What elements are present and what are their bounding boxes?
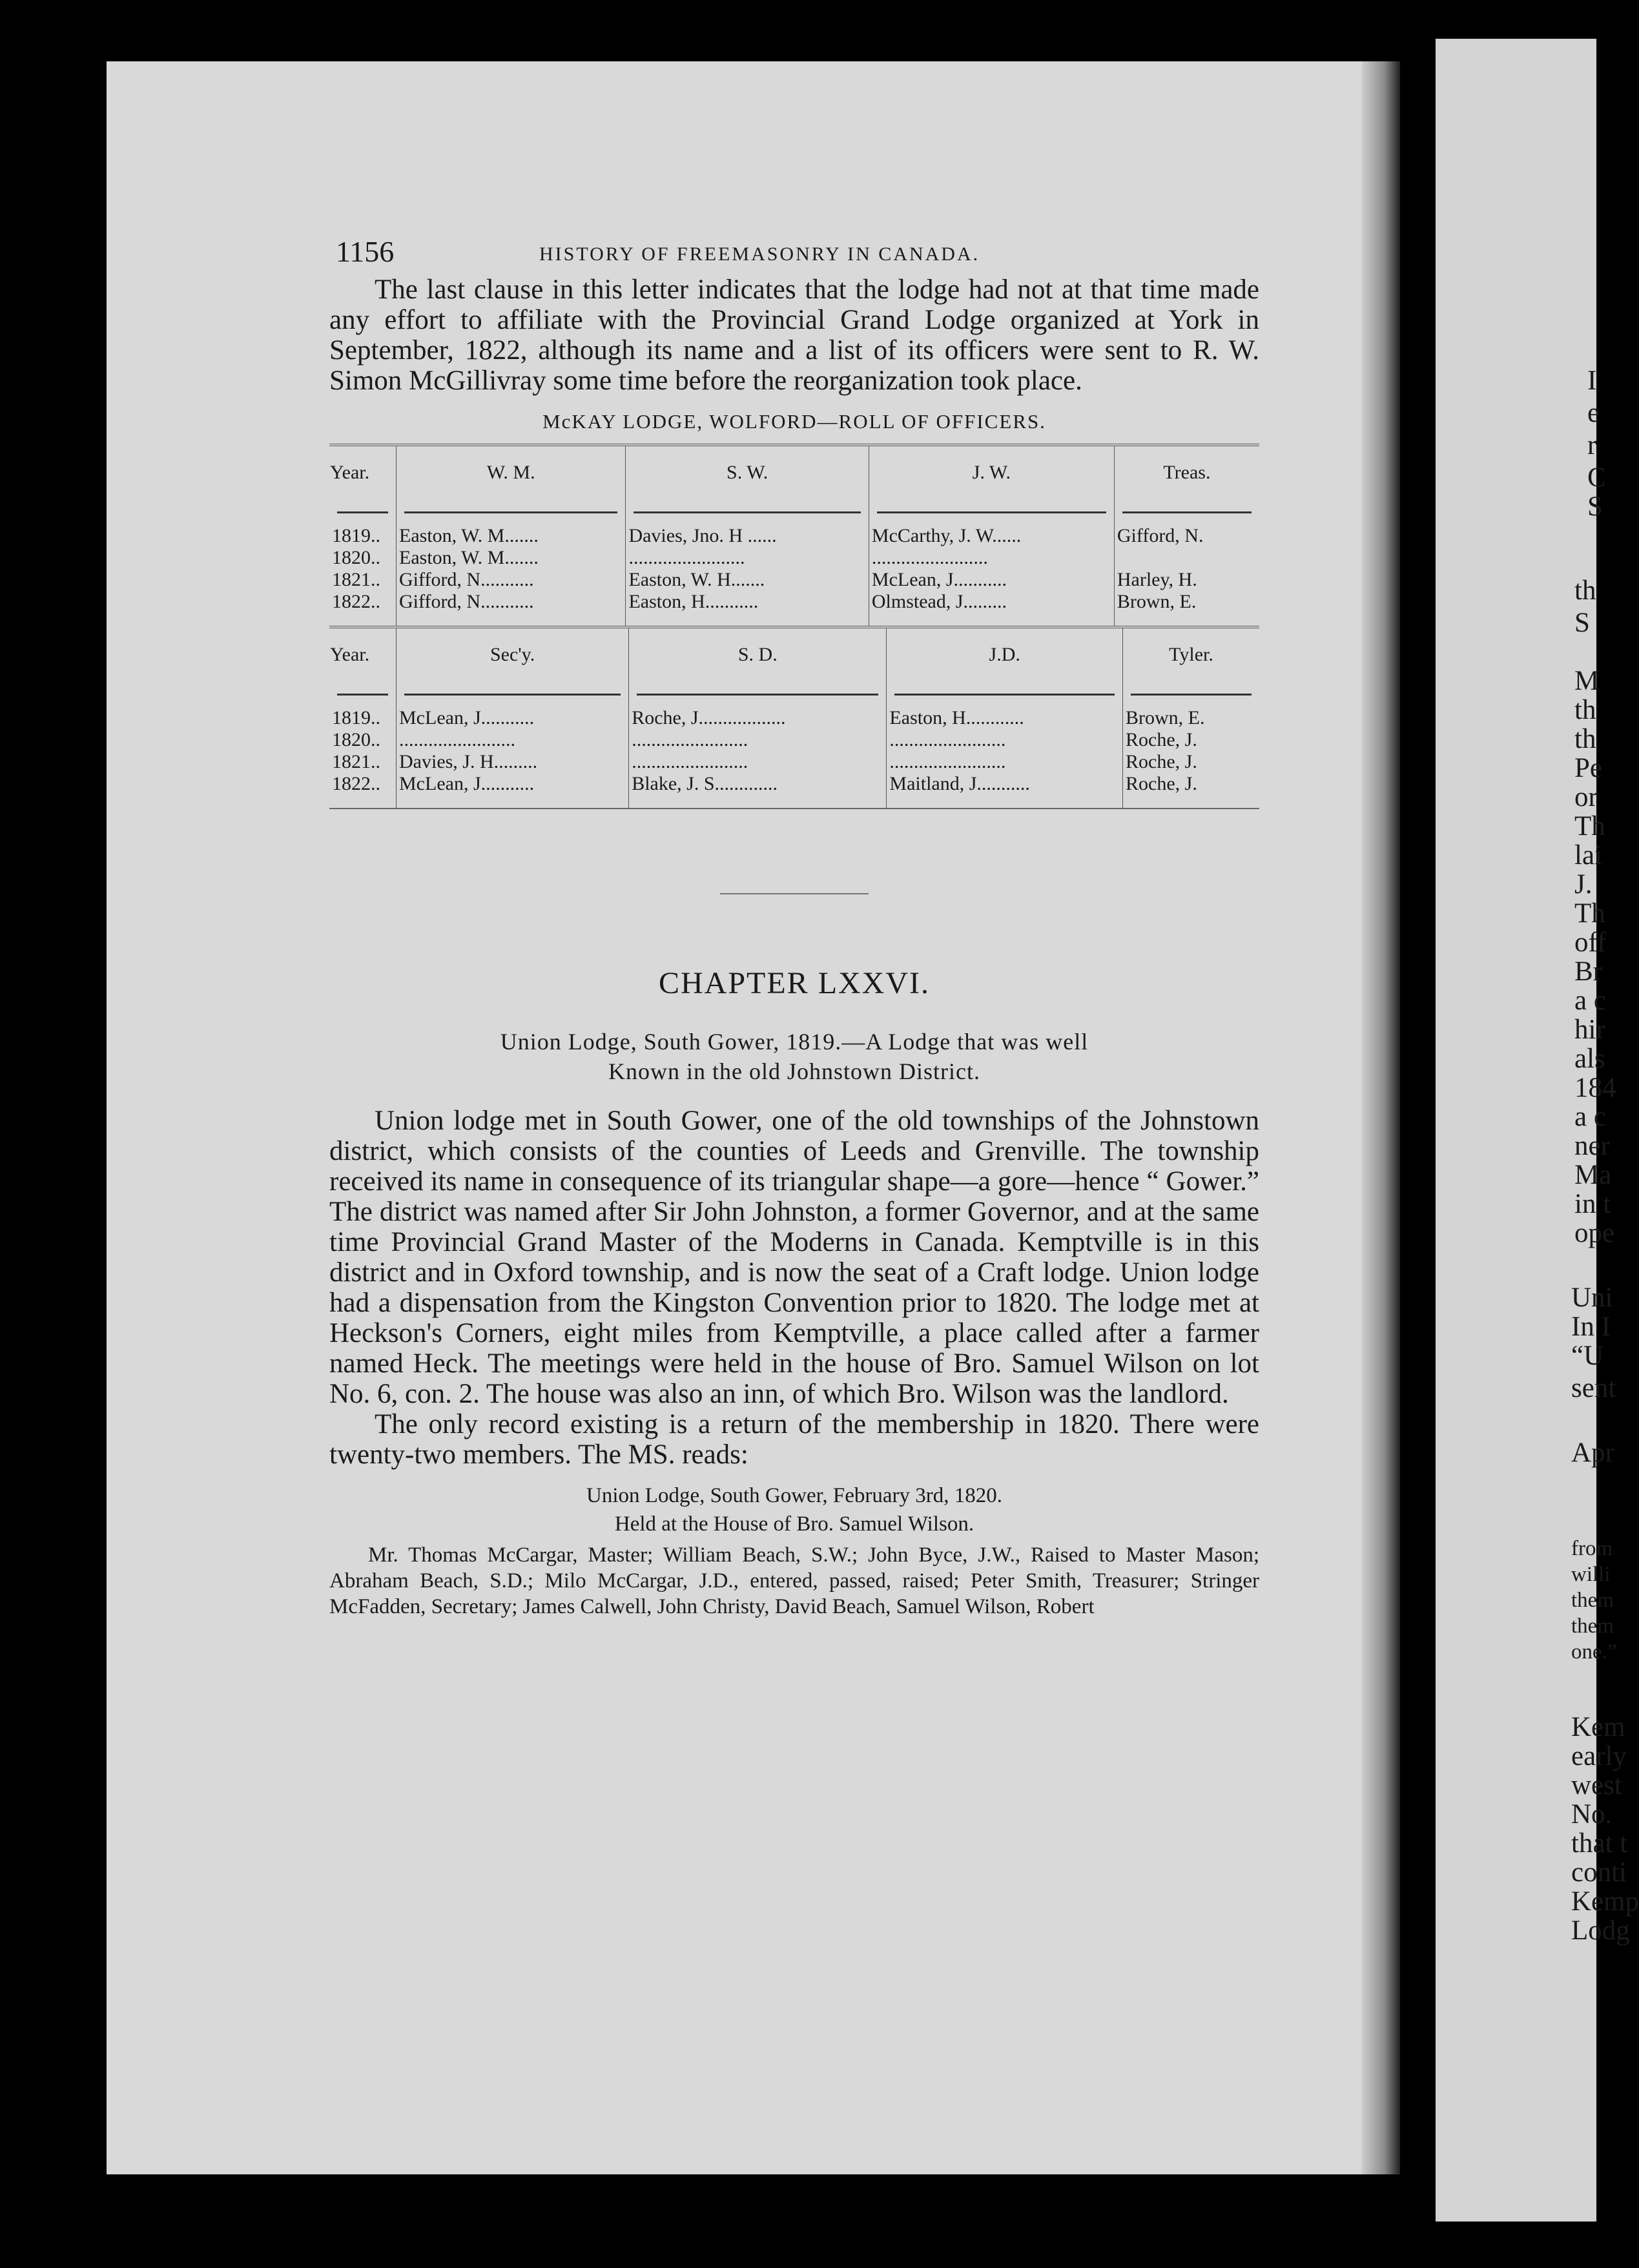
officers-table-section-1 [329, 446, 1259, 626]
next-page-line: r [1587, 430, 1597, 460]
next-page-line: ner [1574, 1131, 1610, 1161]
next-page-line: th [1574, 724, 1596, 754]
padding-cell [887, 795, 1123, 808]
next-page-line: hir [1574, 1015, 1605, 1045]
padding-cell [626, 613, 869, 626]
column-header: Sec'y. [397, 628, 629, 681]
year-cell: 1822.. [332, 773, 380, 794]
next-page-line: Th [1574, 898, 1605, 929]
officer-cell: Davies, J. H......... [397, 751, 629, 773]
chapter-subtitle [329, 1027, 1259, 1086]
officer-cell: McLean, J........... [397, 707, 629, 729]
next-page-line: a c [1574, 985, 1606, 1016]
officer-cell: ........................ [397, 729, 629, 751]
next-page-line: S [1574, 608, 1590, 638]
next-page-line: conti [1571, 1857, 1627, 1888]
next-page-line: them [1571, 1614, 1614, 1638]
next-page-line: th [1574, 695, 1596, 725]
officer-cell: Harley, H. [1114, 569, 1259, 591]
column-header: Treas. [1114, 446, 1259, 499]
officer-cell: ........................ [626, 547, 869, 569]
officer-cell: Roche, J. [1123, 751, 1259, 773]
next-page-line: ope [1574, 1218, 1615, 1248]
next-page-line: Uni [1571, 1283, 1613, 1313]
next-page-line: S [1587, 491, 1603, 522]
officer-cell: Maitland, J........... [887, 773, 1123, 795]
next-page-line: willi [1571, 1563, 1611, 1586]
table-row [329, 569, 1259, 591]
record-heading-line-2: Held at the House of Bro. Samuel Wilson. [614, 1512, 974, 1536]
officer-cell: Blake, J. S............. [629, 773, 887, 795]
header-underline-row [329, 499, 1259, 525]
header-underline [397, 499, 626, 525]
next-page-line: Lodg [1571, 1915, 1630, 1946]
table-padding-row [329, 795, 1259, 808]
header-underline [626, 499, 869, 525]
header-underline [397, 681, 629, 707]
page-gutter-shadow [1361, 61, 1400, 2174]
year-cell: 1821.. [332, 751, 380, 772]
next-page-line: C [1587, 462, 1606, 493]
officer-cell: Davies, Jno. H ...... [626, 525, 869, 547]
chapter-paragraph-1: Union lodge met in South Gower, one of the old townships of the Johnstown district, which consists of the counties of Leeds and Grenville. The township received its name in consequence of its triangular shape—a gore—hence “ Gower.” The district was named after Sir John Johnston, a former Governor, and at the same time Provincial Grand Master of the Moderns in Canada. Kemptville is in this district and in Oxford township, and is now the seat of a Craft lodge. Union lodge had a dispensation from the Kingston Convention prior to 1820. The lodge met at Heckson's Corners, eight miles from Kemptville, a place called after a farmer named Heck. The meetings were held in the house of Bro. Samuel Wilson on lot No. 6, con. 2. The house was also an inn, of which Bro. Wilson was the landlord. [329, 1106, 1259, 1409]
next-page-line: th [1574, 575, 1596, 606]
header-underline [329, 681, 397, 707]
year-cell: 1819.. [332, 707, 380, 728]
next-page-line: lai [1574, 840, 1602, 871]
year-cell: 1822.. [332, 591, 380, 612]
column-header: S. W. [626, 446, 869, 499]
header-underline [329, 499, 397, 525]
record-heading-line-1: Union Lodge, South Gower, February 3rd, 1820. [586, 1484, 1002, 1507]
next-page-line: from [1571, 1537, 1613, 1560]
intro-paragraph: The last clause in this letter indicates that the lodge had not at that time made any effort to affiliate with the Provincial Grand Lodge organized at York in September, 1822, although its name and a list of its officers were sent to R. W. Simon McGillivray some time before the reorganization took place. [329, 274, 1259, 396]
next-page-line: Th [1574, 811, 1605, 841]
year-cell: 1820.. [332, 547, 380, 568]
officer-cell: Brown, E. [1123, 707, 1259, 729]
next-page-line: I [1587, 366, 1597, 396]
padding-cell [869, 613, 1114, 626]
scan-gap [1400, 39, 1436, 2189]
table-row [329, 707, 1259, 729]
padding-cell [329, 613, 397, 626]
header-underline [1114, 499, 1259, 525]
padding-cell [1123, 795, 1259, 808]
officer-cell: ........................ [629, 729, 887, 751]
next-page-line: Pe [1574, 753, 1602, 783]
header-underline [629, 681, 887, 707]
column-header: J. W. [869, 446, 1114, 499]
table-title: McKAY LODGE, WOLFORD—ROLL OF OFFICERS. [542, 410, 1046, 433]
next-page-line: “U [1571, 1341, 1604, 1371]
next-page-line: 184 [1574, 1073, 1616, 1103]
next-page-line: off [1574, 927, 1607, 958]
officer-cell: Easton, W. M....... [397, 525, 626, 547]
next-page-line: early [1571, 1741, 1627, 1771]
column-header: Tyler. [1123, 628, 1259, 681]
column-header: Year. [330, 462, 370, 483]
next-page-line: M [1574, 666, 1600, 696]
officer-cell [1114, 547, 1259, 569]
officer-cell: Easton, W. M....... [397, 547, 626, 569]
next-page-line: Br [1574, 956, 1602, 987]
officer-cell: Roche, J. [1123, 773, 1259, 795]
column-header: W. M. [397, 446, 626, 499]
officer-cell: Easton, H............ [887, 707, 1123, 729]
next-page-line: in t [1574, 1189, 1611, 1219]
officer-cell: Gifford, N. [1114, 525, 1259, 547]
header-underline-row [329, 681, 1259, 707]
table-row [329, 591, 1259, 613]
next-page-line: them [1571, 1589, 1614, 1612]
padding-cell [629, 795, 887, 808]
next-page-line: that t [1571, 1828, 1628, 1859]
officer-cell: McCarthy, J. W...... [869, 525, 1114, 547]
officer-cell: Roche, J.................. [629, 707, 887, 729]
table-row [329, 751, 1259, 773]
running-title: HISTORY OF FREEMASONRY IN CANADA. [539, 243, 980, 265]
page-content [329, 229, 1259, 1620]
officer-cell: Easton, W. H....... [626, 569, 869, 591]
chapter-paragraph-2: The only record existing is a return of the membership in 1820. There were twenty-two members. The MS. reads: [329, 1409, 1259, 1470]
column-header: Year. [330, 644, 370, 665]
header-underline [887, 681, 1123, 707]
column-header: S. D. [629, 628, 887, 681]
header-underline [1123, 681, 1259, 707]
table-padding-row [329, 613, 1259, 626]
officer-cell: Olmstead, J......... [869, 591, 1114, 613]
officer-cell: ........................ [887, 751, 1123, 773]
next-page-line: J. [1574, 869, 1593, 900]
officers-table [329, 446, 1259, 626]
chapter-heading: CHAPTER LXXVI. [659, 966, 930, 1000]
year-cell: 1819.. [332, 525, 380, 546]
year-cell: 1821.. [332, 569, 380, 590]
next-page-line: No. [1571, 1799, 1613, 1830]
column-header: J.D. [887, 628, 1123, 681]
padding-cell [397, 613, 626, 626]
officer-cell: Gifford, N........... [397, 591, 626, 613]
officer-cell: Roche, J. [1123, 729, 1259, 751]
next-page-fragment [1436, 39, 1639, 2222]
officer-cell: Brown, E. [1114, 591, 1259, 613]
next-page-line: Apr [1571, 1438, 1614, 1468]
padding-cell [397, 795, 629, 808]
officer-cell: ........................ [887, 729, 1123, 751]
table-row [329, 547, 1259, 569]
officer-cell: ........................ [629, 751, 887, 773]
next-page-line: Kem [1571, 1712, 1625, 1742]
next-page-line: Kemp [1571, 1886, 1639, 1917]
header-underline [869, 499, 1114, 525]
running-head [329, 229, 1259, 274]
next-page-line: west [1571, 1770, 1622, 1800]
year-cell: 1820.. [332, 729, 380, 750]
record-body: Mr. Thomas McCargar, Master; William Beach, S.W.; John Byce, J.W., Raised to Master Mason; Abraham Beach, S.D.; Milo McCargar, J.D., entered, passed, raised; Peter Smith, Treasurer; Stringer McFadden, Secretary; James Calwell, John Christy, David Beach, Samuel Wilson, Robert [329, 1543, 1259, 1618]
section-divider [720, 893, 869, 894]
padding-cell [329, 795, 397, 808]
next-page-line: sent [1571, 1373, 1616, 1403]
officer-cell: McLean, J........... [397, 773, 629, 795]
table-row [329, 525, 1259, 547]
table-row [329, 729, 1259, 751]
next-page-line: als [1574, 1044, 1605, 1074]
officers-table-section-2 [329, 628, 1259, 808]
table-row [329, 773, 1259, 795]
chapter-subtitle-line-1: Union Lodge, South Gower, 1819.—A Lodge that was well [500, 1029, 1089, 1055]
page-number: 1156 [336, 235, 395, 268]
next-page-line: e [1587, 398, 1600, 428]
table-header-row [329, 446, 1259, 499]
next-page-line: In I [1571, 1312, 1611, 1342]
officer-cell: Easton, H........... [626, 591, 869, 613]
next-page-line: a c [1574, 1102, 1606, 1132]
next-page-line: one.” [1571, 1640, 1617, 1664]
table-header-row [329, 628, 1259, 681]
chapter-subtitle-line-2: Known in the old Johnstown District. [608, 1058, 980, 1084]
officers-table-2 [329, 628, 1259, 808]
officer-cell: ........................ [869, 547, 1114, 569]
next-page-line: Ma [1574, 1160, 1612, 1190]
table-bottom-rule [329, 808, 1259, 809]
officer-cell: Gifford, N........... [397, 569, 626, 591]
next-page-line: or [1574, 782, 1598, 812]
padding-cell [1114, 613, 1259, 626]
record-heading [329, 1481, 1259, 1538]
officer-cell: McLean, J........... [869, 569, 1114, 591]
